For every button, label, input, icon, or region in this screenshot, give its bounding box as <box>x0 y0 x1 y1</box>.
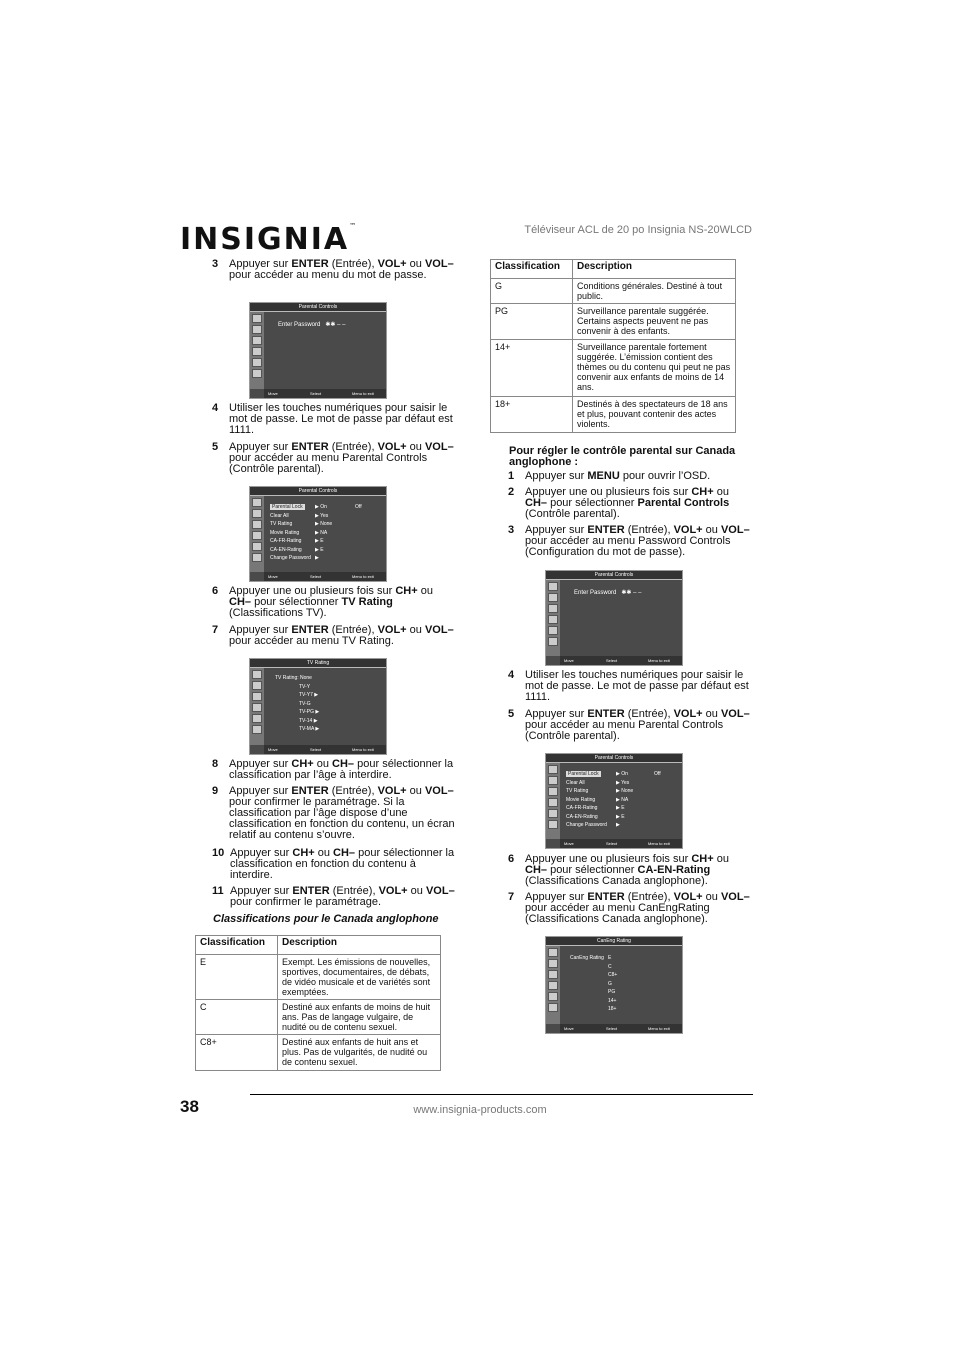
table-row: 14+ Surveillance parentale fortement suggérée. L’émission contient des thèmes ou du contenu qui peut ne pas convenir aux enfants de moins de 14 ans. <box>491 340 736 397</box>
step-10: 10 Appuyer sur CH+ ou CH– pour sélectionner la classification en fonction du contenu à interdire. <box>212 847 455 881</box>
right-step-7: 7 Appuyer sur ENTER (Entrée), VOL+ ou VOL– pour accéder au menu CanEngRating (Classifications Canada anglophone). <box>508 891 750 925</box>
step-7: 7 Appuyer sur ENTER (Entrée), VOL+ ou VOL– pour accéder au menu TV Rating. <box>212 624 454 647</box>
footer-url[interactable]: www.insignia-products.com <box>413 1104 547 1116</box>
header-title: Téléviseur ACL de 20 po Insignia NS-20WLCD <box>524 224 752 236</box>
table-row: C Destiné aux enfants de moins de huit ans. Pas de langage vulgaire, de nudité ou de contenu sexuel. <box>196 1000 441 1035</box>
insignia-logo: INSIGNIA™ <box>180 222 359 257</box>
right-step-3: 3 Appuyer sur ENTER (Entrée), VOL+ ou VOL– pour accéder au menu Password Controls (Configuration du mot de passe). <box>508 524 750 558</box>
footer-rule <box>250 1094 753 1095</box>
table-row: PG Surveillance parentale suggérée. Certains aspects peuvent ne pas convenir à des enfants. <box>491 304 736 340</box>
right-step-2: 2 Appuyer une ou plusieurs fois sur CH+ ou CH– pour sélectionner Parental Controls (Contrôle parental). <box>508 486 730 520</box>
osd-caneng-rating: CanEng Rating CanEng Rating E C C8+ G PG 14+ 18+ Move Select Menu to exit <box>545 936 683 1034</box>
right-step-1: 1 Appuyer sur MENU pour ouvrir l’OSD. <box>508 470 711 482</box>
step-8: 8 Appuyer sur CH+ ou CH– pour sélectionner la classification par l’âge à interdire. <box>212 758 454 781</box>
osd-password-screen: Parental Controls Enter Password ✱✱ – – Move Select Menu to exit <box>249 302 387 399</box>
table-caption: Classifications pour le Canada anglophone <box>213 913 439 925</box>
table-row: E Exempt. Les émissions de nouvelles, sportives, documentaires, de débats, de vidéo musicale et de variétés sont exemptées. <box>196 955 441 1000</box>
section-heading: Pour régler le contrôle parental sur Canada anglophone : <box>509 445 736 468</box>
classification-table-left: Classification Description E Exempt. Les émissions de nouvelles, sportives, documentaires, de débats, de vidéo musicale et de variétés sont exemptées. C Destiné aux enfants de moins de huit ans. Pas de langage vulgaire, de nudité ou de contenu sexuel. C8+ Destiné aux enfants de huit ans et plus. Pas de vulgarités, de nudité ou de contenu sexuel. <box>195 935 441 1071</box>
right-step-4: 4 Utiliser les touches numériques pour saisir le mot de passe. Le mot de passe par défaut est 1111. <box>508 669 749 703</box>
osd-parental-menu-2: Parental Controls Parental Lock ▶ On Off Clear All ▶ Yes TV Rating ▶ None Movie Rating ▶ NA CA-FR-Rating ▶ E CA-EN-Rating ▶ E Change Password ▶ Move Select Menu to exit <box>545 753 683 849</box>
step-4: 4 Utiliser les touches numériques pour saisir le mot de passe. Le mot de passe par défaut est 1111. <box>212 402 453 436</box>
table-row: 18+ Destinés à des spectateurs de 18 ans et plus, pouvant contenir des actes violents. <box>491 397 736 433</box>
osd-password-screen-2: Parental Controls Enter Password ✱✱ – – Move Select Menu to exit <box>545 570 683 666</box>
step-6: 6 Appuyer une ou plusieurs fois sur CH+ ou CH– pour sélectionner TV Rating (Classifications TV). <box>212 585 433 619</box>
step-9: 9 Appuyer sur ENTER (Entrée), VOL+ ou VOL– pour confirmer le paramétrage. Si la classification par l’âge dispose d’une classification en fonction du contenu, un écran relatif au contenu s’ouvre. <box>212 785 455 841</box>
table-row: C8+ Destiné aux enfants de huit ans et plus. Pas de vulgarités, de nudité ou de contenu sexuel. <box>196 1035 441 1071</box>
step-5: 5 Appuyer sur ENTER (Entrée), VOL+ ou VOL– pour accéder au menu Parental Controls (Contrôle parental). <box>212 441 454 475</box>
osd-parental-menu: Parental Controls Parental Lock ▶ On Off Clear All ▶ Yes TV Rating ▶ None Movie Rating ▶ NA CA-FR-Rating ▶ E CA-EN-Rating ▶ E Change Password ▶ Move Select Menu to exit <box>249 486 387 582</box>
right-step-5: 5 Appuyer sur ENTER (Entrée), VOL+ ou VOL– pour accéder au menu Parental Controls (Contrôle parental). <box>508 708 750 742</box>
right-step-6: 6 Appuyer une ou plusieurs fois sur CH+ ou CH– pour sélectionner CA-EN-Rating (Classifications Canada anglophone). <box>508 853 729 887</box>
osd-tv-rating: TV Rating TV Rating: None TV-Y TV-Y7 ▶ TV-G TV-PG ▶ TV-14 ▶ TV-MA ▶ Move Select Menu to exit <box>249 658 387 755</box>
step-3: 3 Appuyer sur ENTER (Entrée), VOL+ ou VOL– pour accéder au menu du mot de passe. <box>212 258 454 281</box>
table-row: G Conditions générales. Destiné à tout public. <box>491 279 736 304</box>
page-number: 38 <box>180 1097 199 1116</box>
step-11: 11 Appuyer sur ENTER (Entrée), VOL+ ou VOL– pour confirmer le paramétrage. <box>212 885 455 908</box>
classification-table-right: Classification Description G Conditions générales. Destiné à tout public. PG Surveillance parentale suggérée. Certains aspects peuvent ne pas convenir à des enfants. 14+ Surveillance parentale fortement suggérée. L’émission contient des thèmes ou du contenu qui peut ne pas convenir aux enfants de moins de 14 ans. 18+ Destinés à des spectateurs de 18 ans et plus, pouvant contenir des actes violents. <box>490 259 736 433</box>
